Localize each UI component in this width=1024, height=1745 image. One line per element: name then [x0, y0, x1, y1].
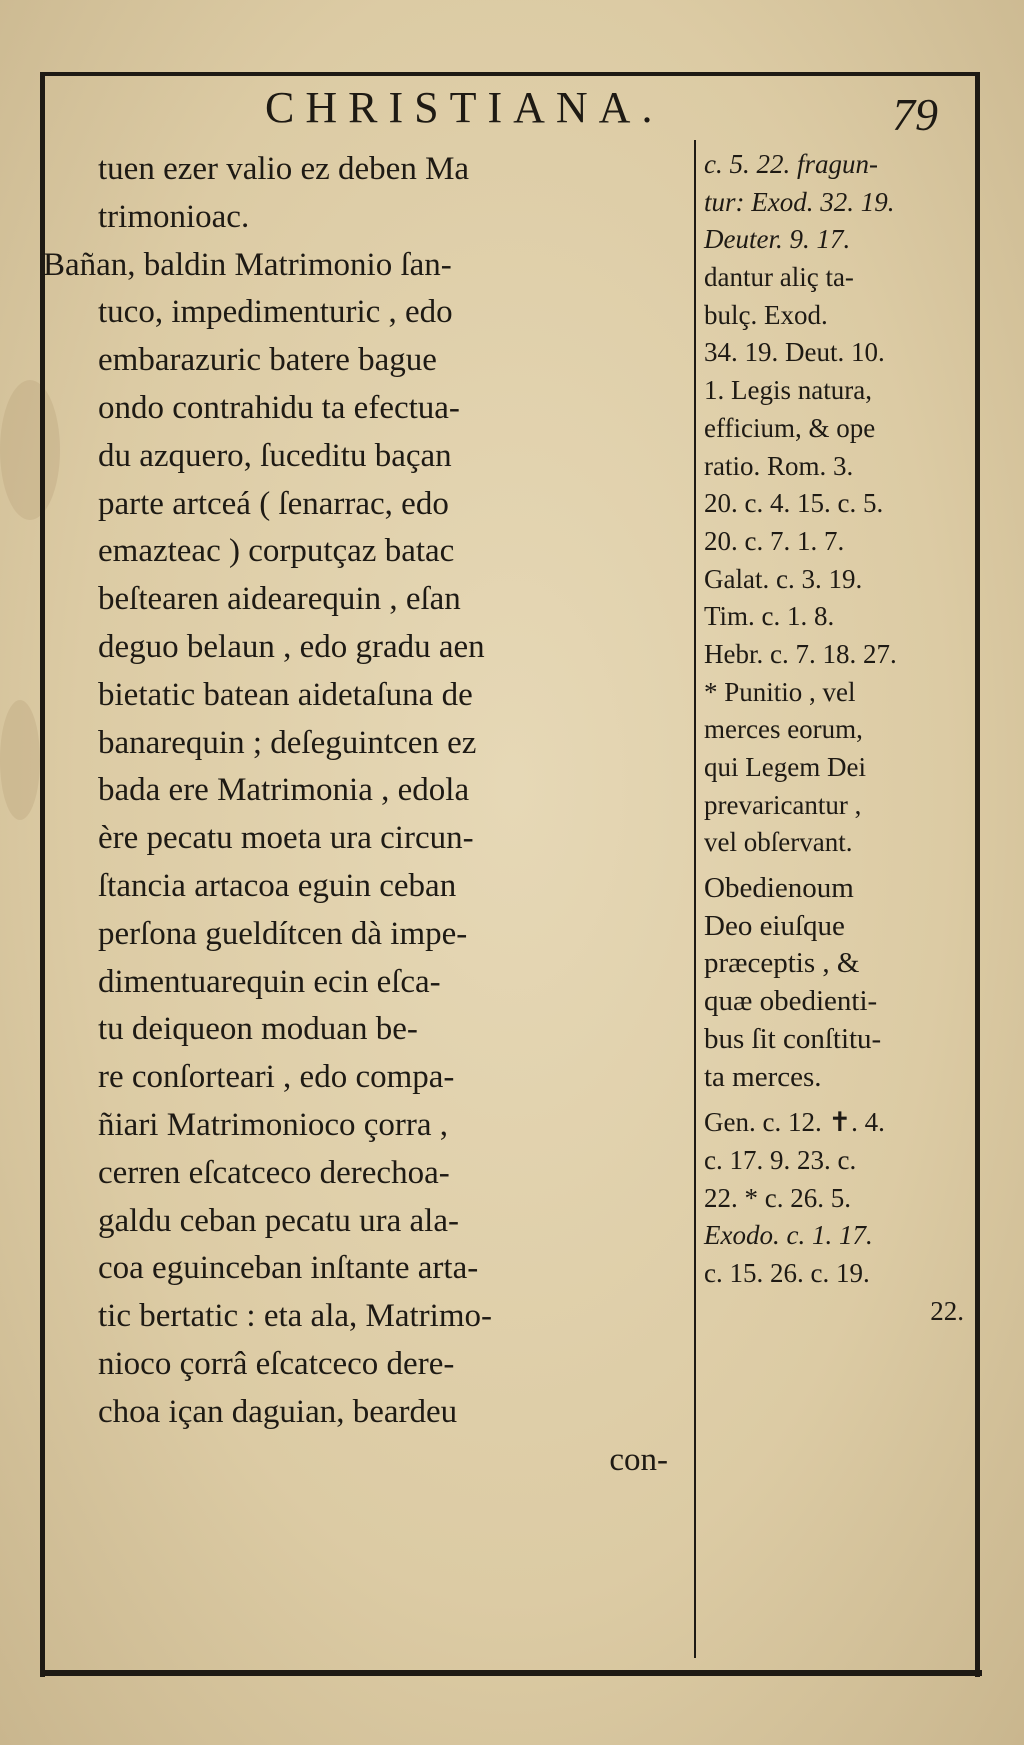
text-line: tu deiqueon moduan be-: [98, 1011, 418, 1048]
text-line: ñiari Matrimonioco çorra ,: [98, 1106, 449, 1143]
text-line: tic bertatic : eta ala, Matrimo-: [98, 1298, 492, 1335]
text-line: beſtearen aidearequin , eſan: [98, 581, 461, 618]
text-line: bietatic batean aidetaſuna de: [98, 676, 473, 713]
margin-note-line: qui Legem Dei: [704, 752, 866, 782]
margin-note-line: ratio. Rom. 3.: [704, 450, 854, 481]
margin-note-line: tur: Exod. 32. 19.: [704, 186, 895, 217]
column-divider: [694, 140, 696, 1658]
text-line: du azquero, ſuceditu baçan: [98, 437, 452, 474]
margin-note-line: Obedienoum: [704, 872, 854, 905]
text-line: trimonioac.: [98, 198, 250, 235]
margin-note-line: c. 15. 26. c. 19.: [704, 1257, 870, 1288]
text-line: choa içan daguian, beardeu: [98, 1393, 458, 1430]
margin-note-line: vel obſervant.: [704, 827, 853, 858]
text-line: tuen ezer valio ez deben Ma: [98, 151, 470, 187]
marginal-notes-column: [704, 146, 976, 1330]
margin-note-line: dantur aliç ta-: [704, 262, 854, 293]
margin-note-line: Deuter. 9. 17.: [704, 224, 851, 255]
main-text-column: [43, 146, 688, 1484]
margin-note-line: Tim. c. 1. 8.: [704, 601, 835, 632]
text-line: parte artceá ( ſenarrac, edo: [98, 485, 449, 522]
page-number: 79: [892, 89, 938, 140]
margin-note-line: quæ obedienti-: [704, 985, 878, 1018]
catchword: con-: [609, 1441, 668, 1478]
text-line: emazteac ) corputçaz batac: [98, 533, 455, 570]
text-line: ſtancia artacoa eguin ceban: [98, 867, 457, 904]
text-line: coa eguinceban inſtante arta-: [98, 1250, 479, 1287]
margin-note-line: Galat. c. 3. 19.: [704, 563, 863, 594]
bottom-rule: [40, 1670, 982, 1676]
text-line: banarequin ; deſeguintcen ez: [98, 724, 477, 761]
text-line: cerren eſcatceco derechoa-: [98, 1154, 450, 1191]
text-line: Bañan, baldin Matrimonio ſan-: [43, 246, 452, 283]
text-line: perſona gueldítcen dà impe-: [98, 915, 468, 952]
text-line: bada ere Matrimonia , edola: [98, 772, 470, 809]
text-line: galdu ceban pecatu ura ala-: [98, 1202, 459, 1239]
running-head-title: CHRISTIANA.: [265, 83, 664, 132]
margin-note-line: 20. c. 7. 1. 7.: [704, 525, 845, 556]
margin-note-line: Hebr. c. 7. 18. 27.: [704, 638, 897, 669]
margin-note-line: efficium, & ope: [704, 412, 876, 443]
margin-note-line: bulç. Exod.: [704, 299, 828, 330]
margin-note-line: Deo eiuſque: [704, 909, 845, 942]
margin-note-line: 1. Legis natura,: [704, 375, 872, 406]
paper-stain: [0, 700, 40, 820]
text-line: nioco çorrâ eſcatceco dere-: [98, 1345, 455, 1382]
margin-note-line: præceptis , &: [704, 947, 860, 980]
margin-note-line: prevaricantur ,: [704, 789, 862, 820]
margin-note-line: Gen. c. 12. ✝. 4.: [704, 1107, 885, 1138]
margin-note-line: Exodo. c. 1. 17.: [704, 1220, 873, 1251]
margin-note-line: * Punitio , vel: [704, 676, 856, 707]
text-line: deguo belaun , edo gradu aen: [98, 628, 485, 665]
text-line: tuco, impedimenturic , edo: [98, 294, 453, 331]
margin-note-line: ta merces.: [704, 1060, 822, 1093]
text-line: ondo contrahidu ta efectua-: [98, 389, 460, 426]
margin-note-line: 22. * c. 26. 5.: [704, 1182, 851, 1213]
text-line: embarazuric batere bague: [98, 342, 437, 379]
text-line: re conſorteari , edo compa-: [98, 1059, 455, 1096]
margin-note-line: bus ſit conſtitu-: [704, 1022, 882, 1055]
margin-note-line: 34. 19. Deut. 10.: [704, 337, 885, 368]
text-line: ère pecatu moeta ura circun-: [98, 820, 474, 857]
margin-note-line: c. 5. 22. fragun-: [704, 149, 878, 179]
margin-note-line: 22.: [930, 1295, 964, 1326]
margin-note-line: c. 17. 9. 23. c.: [704, 1144, 857, 1175]
margin-note-line: merces eorum,: [704, 714, 863, 745]
text-line: dimentuarequin ecin eſca-: [98, 963, 441, 1000]
margin-note-line: 20. c. 4. 15. c. 5.: [704, 488, 884, 519]
